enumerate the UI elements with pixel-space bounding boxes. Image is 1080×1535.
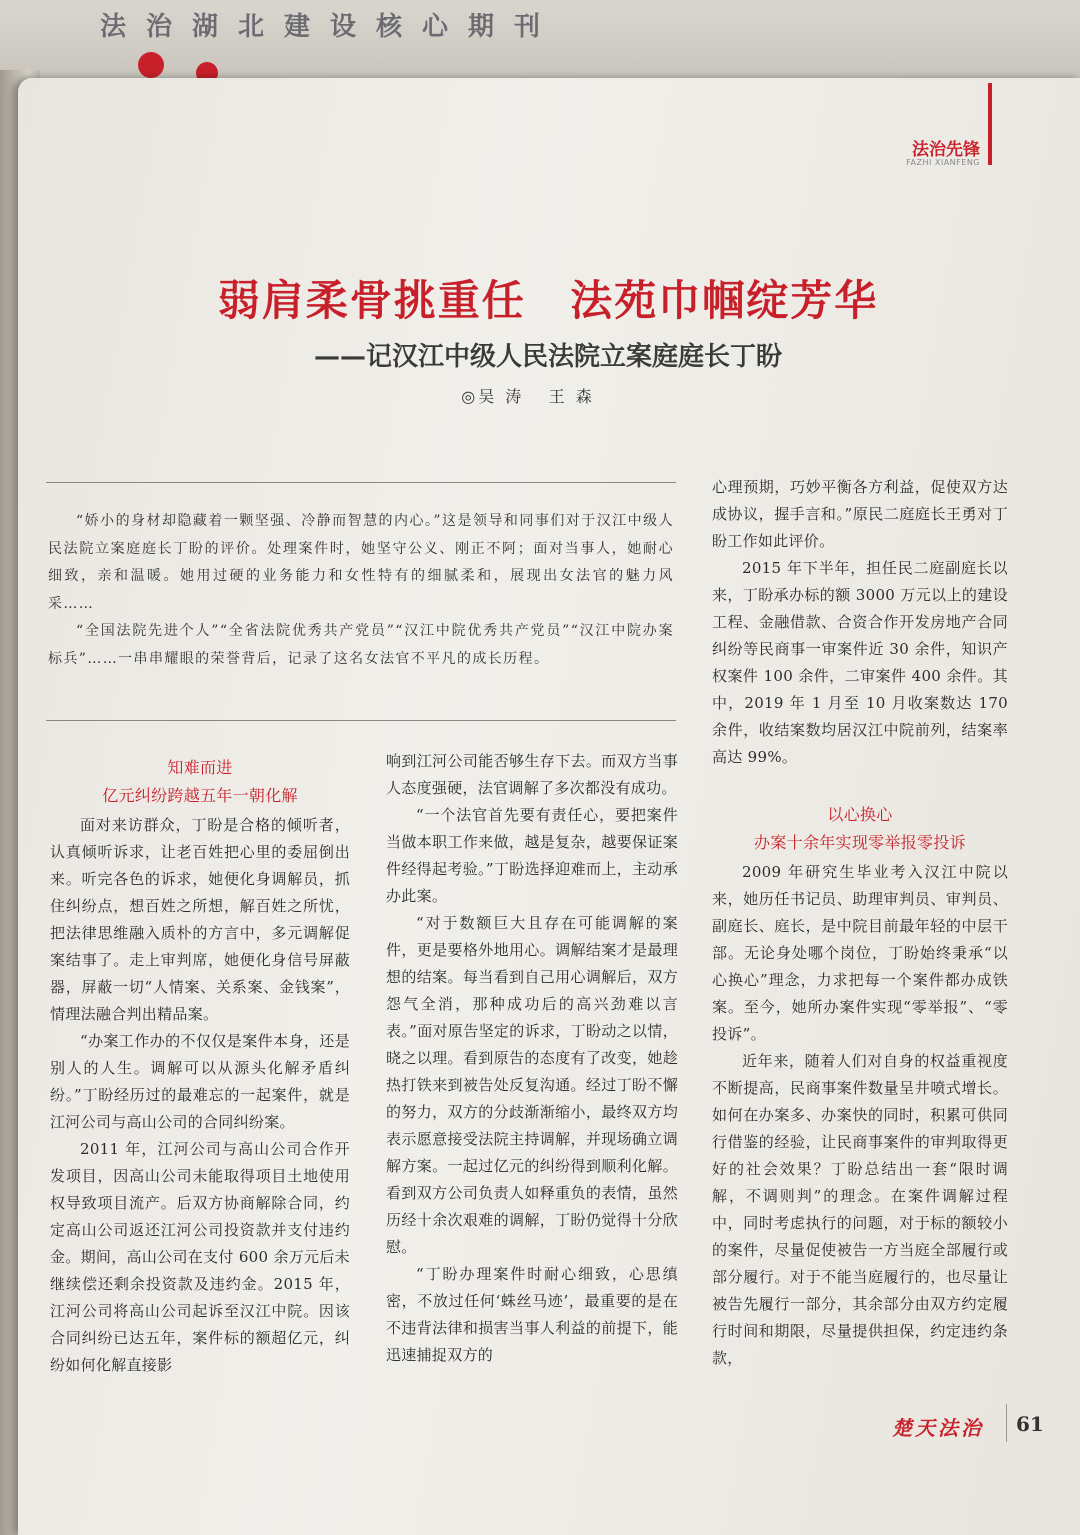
body-paragraph: 近年来，随着人们对自身的权益重视度不断提高，民商事案件数量呈井喷式增长。如何在办案多、办案快的同时，积累可供同行借鉴的经验，让民商事案件的审判取得更好的社会效果？丁盼总结出一套“限时调解，不调则判”的理念。在案件调解过程中，同时考虑执行的问题，对于标的额较小的案件，尽量促使被告一方当庭全部履行或部分履行。对于不能当庭履行的，也尽量让被告先履行一部分，其余部分由双方约定履行时间和期限，尽量提供担保，约定违约条款， [712, 1052, 1008, 1367]
masthead: 法治湖北建设核心期刊 [100, 12, 561, 42]
article-subtitle: ——记汉江中级人民法院立案庭庭长丁盼 [313, 342, 782, 372]
column-2 [386, 748, 678, 1369]
magazine-logo: 楚天法治 [892, 1416, 984, 1440]
section-accent-bar [988, 83, 992, 165]
magazine-page [18, 78, 1080, 1535]
body-paragraph: “办案工作办的不仅仅是案件本身，还是别人的人生。调解可以从源头化解矛盾纠纷。”丁盼经历过的最难忘的一起案件，就是江河公司与高山公司的合同纠纷案。 [50, 1032, 350, 1131]
body-paragraph: “丁盼办理案件时耐心细致，心思缜密，不放过任何‘蛛丝马迹’，最重要的是在不违背法律和损害当事人利益的前提下，能迅速捕捉双方的 [386, 1265, 678, 1364]
lead-box [48, 508, 674, 673]
body-paragraph: “对于数额巨大且存在可能调解的案件，更是要格外地用心。调解结案才是最理想的结案。每当看到自己用心调解后，双方怨气全消，那种成功后的高兴劲难以言表。”面对原告坚定的诉求，丁盼动之以情，晓之以理。看到原告的态度有了改变，她趁热打铁来到被告处反复沟通。经过丁盼不懈的努力，双方的分歧渐渐缩小，最终双方均表示愿意接受法院主持调解，并现场确立调解方案。一起过亿元的纠纷得到顺利化解。看到双方公司负责人如释重负的表情，虽然历经十余次艰难的调解，丁盼仍觉得十分欣慰。 [386, 914, 678, 1256]
footer-divider [1006, 1404, 1007, 1442]
page-number: 61 [1016, 1412, 1044, 1436]
body-paragraph: 响到江河公司能否够生存下去。而双方当事人态度强硬，法官调解了多次都没有成功。 [386, 752, 678, 797]
body-paragraph: “一个法官首先要有责任心，要把案件当做本职工作来做，越是复杂，越要保证案件经得起考验。”丁盼选择迎难而上，主动承办此案。 [386, 806, 678, 905]
column-3 [712, 474, 1008, 1372]
decor-dot [138, 52, 164, 78]
body-paragraph: 面对来访群众，丁盼是合格的倾听者，认真倾听诉求，让老百姓把心里的委屈倒出来。听完各色的诉求，她便化身调解员，抓住纠纷点，想百姓之所想，解百姓之所忧，把法律思维融入质朴的方言中，多元调解促案结事了。走上审判席，她便化身信号屏蔽器，屏蔽一切“人情案、关系案、金钱案”，情理法融合判出精品案。 [50, 816, 350, 1023]
lead-paragraph: “全国法院先进个人”“全省法院优秀共产党员”“汉江中院优秀共产党员”“汉江中院办案标兵”……一串串耀眼的荣誉背后，记录了这名女法官不平凡的成长历程。 [48, 623, 674, 667]
column-1 [50, 754, 350, 1379]
lead-paragraph: “娇小的身材却隐藏着一颗坚强、冷静而智慧的内心。”这是领导和同事们对于汉江中级人民法院立案庭庭长丁盼的评价。处理案件时，她坚守公义、刚正不阿；面对当事人，她耐心细致，亲和温暖。她用过硬的业务能力和女性特有的细腻柔和，展现出女法官的魅力风采…… [48, 513, 674, 612]
subheading: 亿元纠纷跨越五年一朝化解 [102, 786, 298, 805]
body-paragraph: 2009 年研究生毕业考入汉江中院以来，她历任书记员、助理审判员、审判员、副庭长、庭长，是中院目前最年轻的中层干部。无论身处哪个岗位，丁盼始终秉承“以心换心”理念，力求把每一个案件都办成铁案。至今，她所办案件实现“零举报”、“零投诉”。 [712, 863, 1008, 1043]
body-paragraph: 2015 年下半年，担任民二庭副庭长以来，丁盼承办标的额 3000 万元以上的建设工程、金融借款、合资合作开发房地产合同纠纷等民商事一审案件近 30 余件，知识产权案件 100 余件，二审案件 400 余件。其中，2019 年 1 月至 10 月收案数达 170 余件，收结案数均居汉江中院前列，结案率高达 99%。 [712, 559, 1008, 766]
subheading: 办案十余年实现零举报零投诉 [754, 833, 966, 852]
body-paragraph: 2011 年，江河公司与高山公司合作开发项目，因高山公司未能取得项目土地使用权导致项目流产。后双方协商解除合同，约定高山公司返还江河公司投资款并支付违约金。期间，高山公司在支付 600 余万元后未继续偿还剩余投资款及违约金。2015 年，江河公司将高山公司起诉至汉江中院。因该合同纠纷已达五年，案件标的额超亿元，纠纷如何化解直接影 [50, 1140, 350, 1374]
section-label: 法治先锋 [912, 140, 980, 160]
lead-bottom-rule [46, 720, 676, 721]
section-pinyin: FAZHI XIANFENG [906, 158, 980, 167]
article-title: 弱肩柔骨挑重任 法苑巾帼绽芳华 [217, 276, 879, 325]
subheading: 知难而进 [167, 758, 233, 777]
body-paragraph: 心理预期，巧妙平衡各方利益，促使双方达成协议，握手言和。”原民二庭庭长王勇对丁盼工作如此评价。 [712, 478, 1008, 550]
subheading: 以心换心 [827, 805, 893, 824]
lead-top-rule [46, 482, 676, 483]
article-authors: ◎吴 涛 王 森 [461, 387, 595, 406]
